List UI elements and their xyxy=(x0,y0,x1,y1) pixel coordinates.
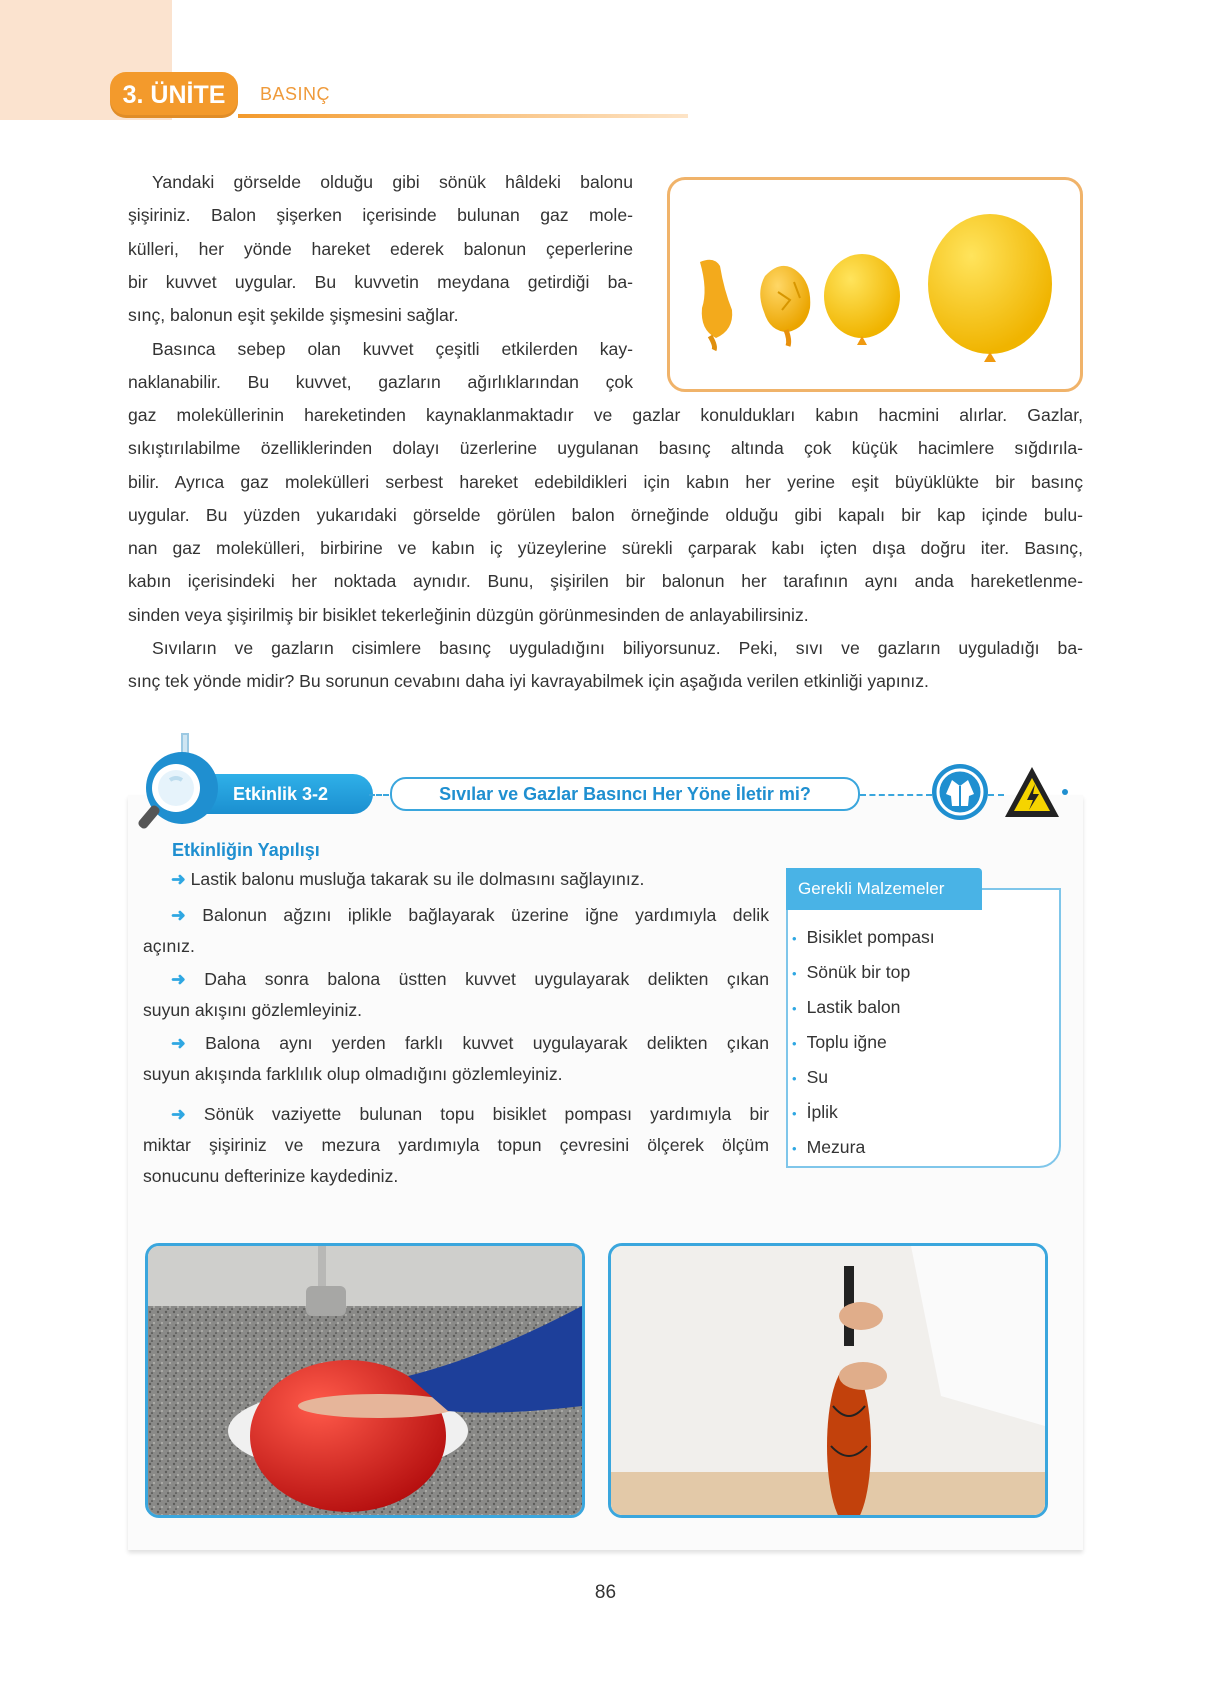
text-line: uygular. Bu yüzden yukarıdaki görselde görülen balon örneğinde olduğu gibi kapalı bir kap içinde bulu- xyxy=(128,504,1083,525)
lab-coat-icon xyxy=(932,764,988,820)
title-connector-mid xyxy=(988,794,1004,796)
materials-list xyxy=(792,920,935,1165)
material-label: Toplu iğne xyxy=(806,1032,887,1052)
text-line: sınç, balonun eşit şekilde şişmesini sağlar. xyxy=(128,305,459,326)
step-text: sonucunu defterinize kaydediniz. xyxy=(143,1166,399,1186)
material-item xyxy=(792,1130,935,1165)
page-number: 86 xyxy=(594,1582,617,1603)
material-item xyxy=(792,1060,935,1095)
step-text: miktar şişiriniz ve mezura yardımıyla topun çevresini ölçerek ölçüm xyxy=(143,1135,769,1155)
ball-pump-photo xyxy=(608,1243,1048,1518)
bullet-icon: • xyxy=(792,1141,797,1156)
arrow-icon: ➜ xyxy=(171,1104,204,1124)
text-line: şişiriniz. Balon şişerken içerisinde bulunan gaz mole- xyxy=(128,205,633,226)
material-label: Bisiklet pompası xyxy=(806,927,935,947)
title-connector-left xyxy=(369,794,389,796)
text-line: bilir. Ayrıca gaz molekülleri serbest hareket edebildikleri için kabın her yerine eşit büyüklükte bir basınç xyxy=(128,471,1083,492)
procedure-step xyxy=(143,900,769,962)
bullet-icon: • xyxy=(792,1106,797,1121)
material-item xyxy=(792,1095,935,1130)
step-text: Daha sonra balona üstten kuvvet uygulayarak delikten çıkan xyxy=(204,969,769,989)
arrow-icon: ➜ xyxy=(171,905,203,925)
step-text: Balona aynı yerden farklı kuvvet uygulayarak delikten çıkan xyxy=(205,1033,769,1053)
arrow-icon: ➜ xyxy=(171,1033,206,1053)
unit-title: BASINÇ xyxy=(260,84,331,104)
text-line: Yandaki görselde olduğu gibi sönük hâldeki balonu xyxy=(152,172,633,192)
material-item xyxy=(792,955,935,990)
bullet-icon: • xyxy=(792,1001,797,1016)
balloon-on-sink-photo xyxy=(145,1243,585,1518)
arrow-icon: ➜ xyxy=(171,969,205,989)
procedure-step xyxy=(143,1099,769,1192)
text-line: nan gaz molekülleri, birbirine ve kabın iç yüzeylerine sürekli çarparak kabı içten dışa doğru iter. Basınç, xyxy=(128,538,1083,559)
step-text: suyun akışında farklılık olup olmadığını gözlemleyiniz. xyxy=(143,1064,563,1084)
text-line: sınç tek yönde midir? Bu sorunun cevabını daha iyi kavrayabilmek için aşağıda verilen etkinliği yapınız. xyxy=(128,671,929,692)
activity-title: Sıvılar ve Gazlar Basıncı Her Yöne İletir mi? xyxy=(390,777,860,811)
text-line: sinden veya şişirilmiş bir bisiklet tekerleğinin düzgün görünmesinden de anlayabilirsiniz. xyxy=(128,604,809,625)
bullet-icon: • xyxy=(792,1036,797,1051)
step-text: Sönük vaziyette bulunan topu bisiklet pompası yardımıyla bir xyxy=(203,1104,769,1124)
paragraph-3 xyxy=(128,632,1083,699)
step-text: Balonun ağzını iplikle bağlayarak üzerine iğne yardımıyla delik xyxy=(202,905,769,925)
step-text: açınız. xyxy=(143,936,195,956)
text-line: sıkıştırılabilme özelliklerinden dolayı üzerlerine uygulanan basınç altında çok küçük hacimlere sığdırıla- xyxy=(128,438,1083,459)
text-line: Sıvıların ve gazların cisimlere basınç uyguladığını biliyorsunuz. Peki, sıvı ve gazların uyguladığı ba- xyxy=(152,638,1083,658)
procedure-step xyxy=(143,1028,769,1090)
bullet-icon: • xyxy=(792,1071,797,1086)
paragraph-1 xyxy=(128,166,633,332)
paragraph-2-start xyxy=(128,333,633,400)
text-line: bir kuvvet uygular. Bu kuvvetin meydana getirdiği ba- xyxy=(128,271,633,292)
material-label: Lastik balon xyxy=(806,997,901,1017)
bullet-icon: • xyxy=(792,931,797,946)
material-item xyxy=(792,1025,935,1060)
text-line: gaz moleküllerinin hareketinden kaynaklanmaktadır ve gazlar konuldukları kabın hacmini alırlar. Gazlar, xyxy=(128,405,1083,425)
header-divider xyxy=(238,114,688,118)
material-label: Mezura xyxy=(806,1137,866,1157)
balloons-image xyxy=(667,177,1083,392)
text-line: naklanabilir. Bu kuvvet, gazların ağırlıklarından çok xyxy=(128,372,633,393)
text-line: külleri, her yönde hareket ederek balonun çeperlerine xyxy=(128,238,633,259)
arrow-icon: ➜ xyxy=(171,869,191,889)
material-item xyxy=(792,990,935,1025)
step-text: suyun akışını gözlemleyiniz. xyxy=(143,1000,363,1020)
paragraph-2-rest xyxy=(128,399,1083,632)
text-line: kabın içerisindeki her noktada aynıdır. Bunu, şişirilen bir balonun her tarafının aynı anda hareketlenme- xyxy=(128,571,1083,592)
title-connector-right xyxy=(860,794,932,796)
material-label: Su xyxy=(806,1067,829,1087)
procedure-step xyxy=(143,964,769,1026)
warning-icon xyxy=(1003,764,1061,820)
material-item xyxy=(792,920,935,955)
materials-heading: Gerekli Malzemeler xyxy=(786,868,982,910)
bullet-icon: • xyxy=(792,966,797,981)
material-label: İplik xyxy=(806,1102,838,1122)
material-label: Sönük bir top xyxy=(806,962,911,982)
connector-dot xyxy=(1062,789,1068,795)
step-text: Lastik balonu musluğa takarak su ile dolmasını sağlayınız. xyxy=(190,869,645,889)
activity-label: Etkinlik 3-2 xyxy=(205,774,373,814)
unit-label: 3. ÜNİTE xyxy=(110,72,238,118)
procedure-heading: Etkinliğin Yapılışı xyxy=(172,840,320,860)
magnifier-icon xyxy=(124,726,232,834)
text-line: Basınca sebep olan kuvvet çeşitli etkilerden kay- xyxy=(152,339,633,359)
procedure-step xyxy=(143,864,769,895)
